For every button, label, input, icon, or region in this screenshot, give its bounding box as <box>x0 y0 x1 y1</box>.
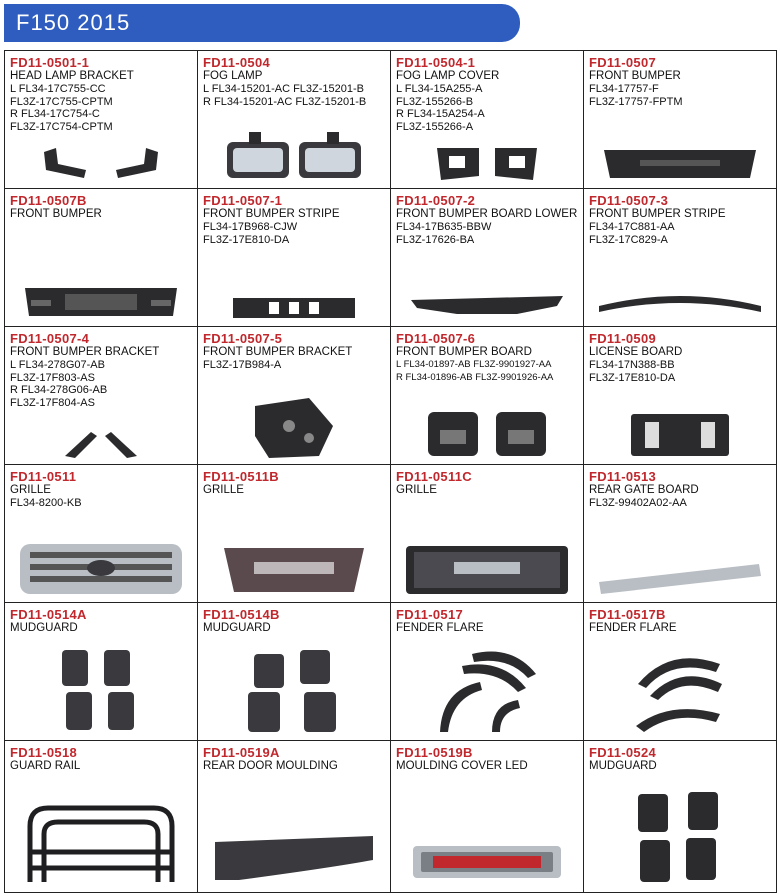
part-number: FL34-17C881-AA <box>589 221 675 233</box>
product-code: FD11-0514B <box>203 607 280 622</box>
product-cell[interactable] <box>391 603 584 741</box>
part-number: FL3Z-155266-A <box>396 120 474 133</box>
product-name: FRONT BUMPER BOARD LOWER <box>396 208 578 220</box>
product-name: FOG LAMP <box>203 70 263 82</box>
mesh-grille-icon <box>391 542 583 598</box>
part-number: FL34-17B968-CJW <box>203 221 298 233</box>
product-cell[interactable] <box>584 189 777 327</box>
part-number: FL3Z-17F804-AS <box>10 396 95 409</box>
part-number: L FL34-15201-AC FL3Z-15201-B <box>203 83 365 95</box>
product-code: FD11-0504-1 <box>396 55 476 70</box>
chrome-grille-icon <box>5 540 197 598</box>
part-number: L FL34-278G07-AB <box>10 359 105 371</box>
bumper-board-icon <box>391 408 583 460</box>
product-code: FD11-0507B <box>10 193 87 208</box>
moulding-cover-led-icon <box>391 838 583 888</box>
product-name: GRILLE <box>10 484 51 496</box>
product-cell[interactable] <box>584 465 777 603</box>
product-name: FENDER FLARE <box>396 622 484 634</box>
head-lamp-bracket-icon <box>5 144 197 184</box>
part-number: L FL34-15A255-A <box>396 83 483 95</box>
front-bumper-icon <box>584 144 776 184</box>
product-cell[interactable] <box>584 51 777 189</box>
product-name: MUDGUARD <box>203 622 271 634</box>
product-name: REAR GATE BOARD <box>589 484 699 496</box>
part-number: FL3Z-17E810-DA <box>203 233 290 246</box>
product-code: FD11-0504 <box>203 55 271 70</box>
part-number: FL3Z-99402A02-AA <box>589 497 687 509</box>
product-cell[interactable] <box>198 465 391 603</box>
product-cell[interactable] <box>391 741 584 893</box>
product-code: FD11-0507-4 <box>10 331 90 346</box>
fender-flare-icon <box>391 644 583 736</box>
product-code: FD11-0517 <box>396 607 464 622</box>
part-number: FL34-17757-F <box>589 83 659 95</box>
product-cell[interactable] <box>5 465 198 603</box>
part-number: FL3Z-17E810-DA <box>589 371 676 384</box>
raptor-grille-icon <box>198 542 390 598</box>
product-cell[interactable] <box>198 189 391 327</box>
product-cell[interactable] <box>584 741 777 893</box>
part-number: FL34-8200-KB <box>10 497 82 509</box>
product-code: FD11-0507-2 <box>396 193 476 208</box>
fog-lamp-cover-icon <box>391 144 583 184</box>
product-code: FD11-0507-6 <box>396 331 476 346</box>
product-name: FRONT BUMPER STRIPE <box>203 208 340 220</box>
product-name: FRONT BUMPER BRACKET <box>203 346 353 358</box>
product-cell[interactable] <box>198 51 391 189</box>
part-number: FL34-17N388-BB <box>589 359 675 371</box>
fender-flare-icon <box>584 644 776 736</box>
product-code: FD11-0507-3 <box>589 193 669 208</box>
product-name: GUARD RAIL <box>10 760 81 772</box>
bumper-bracket-large-icon <box>198 396 390 460</box>
product-cell[interactable] <box>5 603 198 741</box>
product-code: FD11-0513 <box>589 469 657 484</box>
bumper-stripe-icon <box>198 292 390 322</box>
part-number: FL3Z-17C754-CPTM <box>10 120 113 133</box>
part-number: R FL34-15A254-A <box>396 108 485 120</box>
product-code: FD11-0524 <box>589 745 657 760</box>
product-code: FD11-0518 <box>10 745 78 760</box>
product-code: FD11-0507-1 <box>203 193 283 208</box>
product-cell[interactable] <box>391 465 584 603</box>
part-number: FL3Z-17626-BA <box>396 233 475 246</box>
part-number: FL3Z-17B984-A <box>203 359 282 371</box>
door-moulding-icon <box>198 828 390 888</box>
product-name: LICENSE BOARD <box>589 346 683 358</box>
product-name: HEAD LAMP BRACKET <box>10 70 134 82</box>
product-code: FD11-0519B <box>396 745 473 760</box>
product-name: FRONT BUMPER <box>589 70 681 82</box>
product-code: FD11-0511 <box>10 469 77 484</box>
product-name: FRONT BUMPER STRIPE <box>589 208 726 220</box>
mudguard-icon <box>584 788 776 888</box>
product-code: FD11-0514A <box>10 607 87 622</box>
rear-gate-board-icon <box>584 554 776 598</box>
page-title: F150 2015 <box>4 4 520 42</box>
product-code: FD11-0511B <box>203 469 279 484</box>
product-cell[interactable] <box>584 603 777 741</box>
product-name: GRILLE <box>203 484 244 496</box>
product-name: FRONT BUMPER <box>10 208 102 220</box>
product-name: MUDGUARD <box>589 760 657 772</box>
part-number: R FL34-278G06-AB <box>10 384 108 396</box>
product-grid <box>4 50 777 893</box>
license-board-icon <box>584 410 776 460</box>
product-code: FD11-0519A <box>203 745 280 760</box>
front-bumper-b-icon <box>5 282 197 322</box>
part-number: FL3Z-155266-B <box>396 95 474 108</box>
fog-lamp-icon <box>198 128 390 184</box>
product-cell[interactable] <box>391 189 584 327</box>
product-cell[interactable] <box>5 51 198 189</box>
bumper-board-lower-icon <box>391 292 583 322</box>
product-cell[interactable] <box>391 51 584 189</box>
product-name: FENDER FLARE <box>589 622 677 634</box>
product-cell[interactable] <box>198 603 391 741</box>
product-cell[interactable] <box>5 741 198 893</box>
product-name: GRILLE <box>396 484 437 496</box>
part-number: FL34-17B635-BBW <box>396 221 492 233</box>
product-name: FOG LAMP COVER <box>396 70 500 82</box>
mudguard-icon <box>198 646 390 736</box>
bumper-bracket-icon <box>5 426 197 460</box>
bumper-stripe-curve-icon <box>584 282 776 322</box>
product-cell[interactable] <box>5 189 198 327</box>
part-number: R FL34-15201-AC FL3Z-15201-B <box>203 95 367 108</box>
product-cell[interactable] <box>584 327 777 465</box>
product-code: FD11-0511C <box>396 469 472 484</box>
product-code: FD11-0509 <box>589 331 657 346</box>
part-number: FL3Z-17C755-CPTM <box>10 95 113 108</box>
part-number: L FL34-17C755-CC <box>10 83 106 95</box>
product-code: FD11-0507-5 <box>203 331 283 346</box>
part-number: FL3Z-17757-FPTM <box>589 95 683 108</box>
product-cell[interactable] <box>5 327 198 465</box>
part-number: FL3Z-17F803-AS <box>10 371 95 384</box>
part-number: R FL34-01896-AB FL3Z-9901926-AA <box>396 371 554 383</box>
product-code: FD11-0501-1 <box>10 55 90 70</box>
product-name: REAR DOOR MOULDING <box>203 760 338 772</box>
product-cell[interactable] <box>198 327 391 465</box>
product-cell[interactable] <box>198 741 391 893</box>
product-name: FRONT BUMPER BRACKET <box>10 346 160 358</box>
part-number: FL3Z-17C829-A <box>589 233 668 246</box>
product-cell[interactable] <box>391 327 584 465</box>
part-number: L FL34-01897-AB FL3Z-9901927-AA <box>396 359 552 370</box>
guard-rail-icon <box>5 792 197 888</box>
product-name: FRONT BUMPER BOARD <box>396 346 532 358</box>
product-name: MUDGUARD <box>10 622 78 634</box>
product-code: FD11-0517B <box>589 607 666 622</box>
part-number: R FL34-17C754-C <box>10 108 100 120</box>
mudguard-icon <box>5 646 197 736</box>
product-code: FD11-0507 <box>589 55 657 70</box>
product-name: MOULDING COVER LED <box>396 760 528 772</box>
